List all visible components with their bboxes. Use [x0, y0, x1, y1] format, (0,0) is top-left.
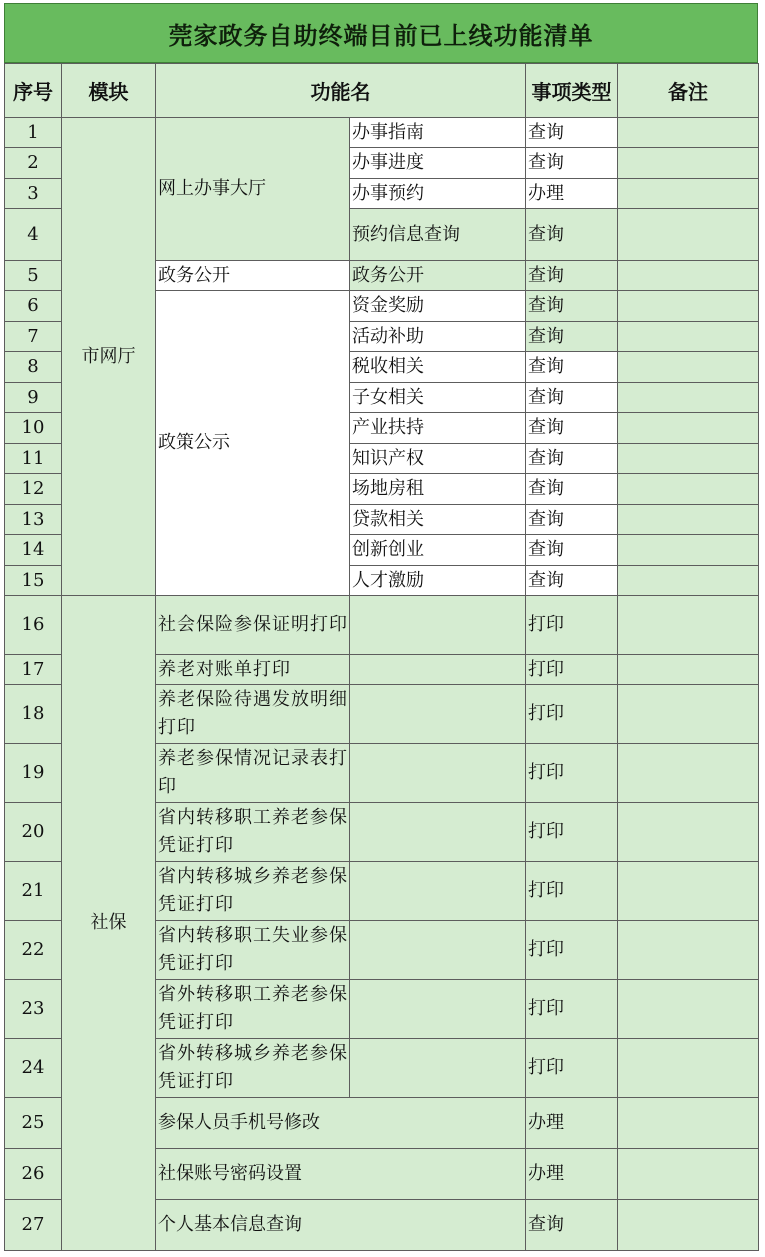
row-no: 27 [5, 1200, 62, 1251]
note-cell [618, 1149, 759, 1200]
function-cell: 贷款相关 [350, 505, 526, 535]
function-cell: 社保账号密码设置 [156, 1149, 526, 1200]
note-cell [618, 383, 759, 413]
header-note: 备注 [618, 64, 759, 118]
function-cell: 养老保险待遇发放明细打印 [156, 685, 350, 744]
empty-cell [350, 921, 526, 980]
row-no: 16 [5, 596, 62, 655]
function-cell: 人才激励 [350, 566, 526, 596]
type-cell: 查询 [526, 505, 618, 535]
note-cell [618, 862, 759, 921]
row-no: 24 [5, 1039, 62, 1098]
note-cell [618, 444, 759, 474]
function-cell: 养老对账单打印 [156, 655, 350, 685]
row-no: 8 [5, 352, 62, 383]
row-no: 18 [5, 685, 62, 744]
function-cell: 个人基本信息查询 [156, 1200, 526, 1251]
row-no: 3 [5, 179, 62, 209]
row-no: 10 [5, 413, 62, 444]
note-cell [618, 921, 759, 980]
type-cell: 查询 [526, 291, 618, 322]
empty-cell [350, 744, 526, 803]
row-no: 26 [5, 1149, 62, 1200]
function-cell: 资金奖励 [350, 291, 526, 322]
note-cell [618, 261, 759, 291]
type-cell: 打印 [526, 744, 618, 803]
header-no: 序号 [5, 64, 62, 118]
note-cell [618, 179, 759, 209]
function-cell: 知识产权 [350, 444, 526, 474]
empty-cell [350, 596, 526, 655]
function-cell: 预约信息查询 [350, 209, 526, 261]
note-cell [618, 744, 759, 803]
row-no: 19 [5, 744, 62, 803]
note-cell [618, 685, 759, 744]
empty-cell [350, 862, 526, 921]
note-cell [618, 1098, 759, 1149]
type-cell: 查询 [526, 535, 618, 566]
row-no: 20 [5, 803, 62, 862]
empty-cell [350, 655, 526, 685]
header-row [5, 64, 759, 118]
type-cell: 查询 [526, 352, 618, 383]
type-cell: 打印 [526, 862, 618, 921]
note-cell [618, 1039, 759, 1098]
row-no: 13 [5, 505, 62, 535]
module-cell-social-security: 社保 [62, 596, 156, 1251]
type-cell: 打印 [526, 803, 618, 862]
type-cell: 办理 [526, 1098, 618, 1149]
row-no: 11 [5, 444, 62, 474]
function-cell: 养老参保情况记录表打印 [156, 744, 350, 803]
empty-cell [350, 685, 526, 744]
row-no: 15 [5, 566, 62, 596]
note-cell [618, 352, 759, 383]
function-cell: 社会保险参保证明打印 [156, 596, 350, 655]
type-cell: 打印 [526, 685, 618, 744]
type-cell: 查询 [526, 209, 618, 261]
function-cell: 政务公开 [350, 261, 526, 291]
note-cell [618, 1200, 759, 1251]
type-cell: 查询 [526, 118, 618, 148]
row-no: 22 [5, 921, 62, 980]
row-no: 6 [5, 291, 62, 322]
empty-cell [350, 803, 526, 862]
note-cell [618, 322, 759, 352]
note-cell [618, 474, 759, 505]
sheet-title: 莞家政务自助终端目前已上线功能清单 [4, 3, 758, 63]
note-cell [618, 980, 759, 1039]
table-row [5, 118, 759, 148]
row-no: 2 [5, 148, 62, 179]
row-no: 17 [5, 655, 62, 685]
function-cell: 省外转移职工养老参保凭证打印 [156, 980, 350, 1039]
header-type: 事项类型 [526, 64, 618, 118]
function-cell: 产业扶持 [350, 413, 526, 444]
group-cell-policy: 政策公示 [156, 291, 350, 596]
note-cell [618, 291, 759, 322]
note-cell [618, 505, 759, 535]
note-cell [618, 209, 759, 261]
function-cell: 办事预约 [350, 179, 526, 209]
type-cell: 查询 [526, 383, 618, 413]
function-cell: 省内转移职工养老参保凭证打印 [156, 803, 350, 862]
function-cell: 创新创业 [350, 535, 526, 566]
note-cell [618, 535, 759, 566]
type-cell: 打印 [526, 655, 618, 685]
empty-cell [350, 1039, 526, 1098]
type-cell: 查询 [526, 1200, 618, 1251]
note-cell [618, 566, 759, 596]
note-cell [618, 413, 759, 444]
type-cell: 办理 [526, 1149, 618, 1200]
type-cell: 查询 [526, 261, 618, 291]
row-no: 9 [5, 383, 62, 413]
note-cell [618, 118, 759, 148]
row-no: 12 [5, 474, 62, 505]
type-cell: 打印 [526, 596, 618, 655]
type-cell: 打印 [526, 1039, 618, 1098]
function-cell: 省内转移职工失业参保凭证打印 [156, 921, 350, 980]
function-cell: 办事指南 [350, 118, 526, 148]
type-cell: 办理 [526, 179, 618, 209]
row-no: 23 [5, 980, 62, 1039]
type-cell: 查询 [526, 148, 618, 179]
row-no: 21 [5, 862, 62, 921]
group-cell-online-hall: 网上办事大厅 [156, 118, 350, 261]
function-cell: 办事进度 [350, 148, 526, 179]
function-cell: 子女相关 [350, 383, 526, 413]
note-cell [618, 596, 759, 655]
function-cell: 参保人员手机号修改 [156, 1098, 526, 1149]
function-cell: 省外转移城乡养老参保凭证打印 [156, 1039, 350, 1098]
row-no: 7 [5, 322, 62, 352]
empty-cell [350, 980, 526, 1039]
row-no: 14 [5, 535, 62, 566]
function-cell: 省内转移城乡养老参保凭证打印 [156, 862, 350, 921]
row-no: 4 [5, 209, 62, 261]
note-cell [618, 148, 759, 179]
type-cell: 查询 [526, 566, 618, 596]
type-cell: 打印 [526, 980, 618, 1039]
header-module: 模块 [62, 64, 156, 118]
row-no: 5 [5, 261, 62, 291]
type-cell: 打印 [526, 921, 618, 980]
function-cell: 税收相关 [350, 352, 526, 383]
function-cell: 场地房租 [350, 474, 526, 505]
type-cell: 查询 [526, 322, 618, 352]
group-cell-gov-open: 政务公开 [156, 261, 350, 291]
type-cell: 查询 [526, 444, 618, 474]
type-cell: 查询 [526, 413, 618, 444]
row-no: 1 [5, 118, 62, 148]
type-cell: 查询 [526, 474, 618, 505]
function-table [4, 63, 759, 1251]
function-cell: 活动补助 [350, 322, 526, 352]
table-row [5, 596, 759, 655]
module-cell-city-hall: 市网厅 [62, 118, 156, 596]
header-function-name: 功能名 [156, 64, 526, 118]
note-cell [618, 803, 759, 862]
row-no: 25 [5, 1098, 62, 1149]
note-cell [618, 655, 759, 685]
